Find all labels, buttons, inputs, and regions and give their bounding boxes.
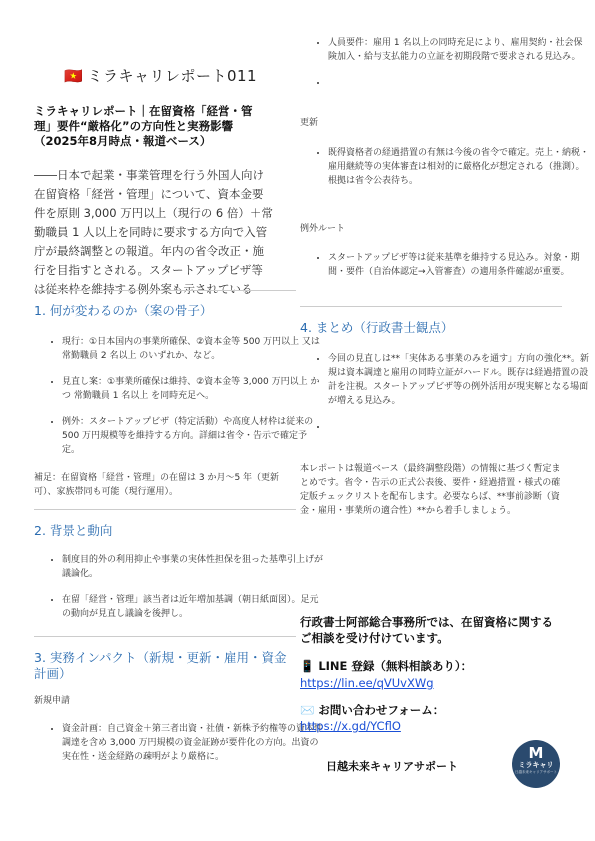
subheading-exception: 例外ルート [300,224,346,234]
subheading-renew: 更新 [300,118,319,128]
lead-line: 勤職員 1 人以上を同時に要求する方向で入管 [34,225,268,239]
list-item: • 在留「経営・管理」該当者は近年増加基調（朝日紙面図）。足元の動向が見直し議論を後押し。 [62,593,324,621]
list-item: • 資金計画：自己資金＋第三者出資・社債・新株予約権等の資本性調達を含め 3,000 万円規模の資金証跡が要件化の方向。出資の実在性・送金経路の疎明がより厳格に。 [62,722,324,764]
logo-text: ミラキャリ [518,761,554,769]
company-logo [512,740,560,788]
logo-mark-icon: M [528,744,544,762]
section-3-renew-list [300,146,590,200]
section-2-list [34,553,324,633]
title-line: （2025年8月時点・報道ベース） [34,134,212,148]
divider [34,509,296,510]
lead-line: 件を原則 3,000 万円以上（現行の 6 倍）＋常 [34,206,273,220]
section-3-new-list [34,722,324,776]
list-item: • 今回の見直しは**「実体ある事業のみを通す」方向の強化**。新規は資本調達と雇用の同時立証がハードル。既存は経過措置の設計を注視。スタートアップビザ等の例外活用が現実解となる場面が増える見込み。 [328,352,590,408]
list-item: • 見直し案：①事業所確保は維持、②資本金等 3,000 万円以上 かつ 常勤職員 1 名以上 を同時充足へ。 [62,375,324,403]
lead-line: ――日本で起業・事業管理を行う外国人向け [34,168,264,182]
list-item: • 例外：スタートアップビザ（特定活動）や高度人材枠は従来の 500 万円規模等を維持する方向。詳細は省令・告示で確定予定。 [62,415,324,457]
list-item: • 既得資格者の経過措置の有無は今後の省令で確定。売上・納税・雇用継続等の実体審査は相対的に厳格化が想定される（推測）。根拠は省令公表待ち。 [328,146,590,188]
brand-title-text: ミラキャリレポート011 [87,67,258,85]
form-link[interactable]: https://x.gd/YCflO [300,719,401,733]
company-name: 日越未来キャリアサポート [326,760,458,773]
divider [300,306,562,307]
divider [34,290,296,291]
section-3-new-list-continued [300,36,590,96]
list-item: • 制度目的外の利用抑止や事業の実体性担保を狙った基準引上げが議論化。 [62,553,324,581]
list-item: • スタートアップビザ等は従来基準を維持する見込み。対象・期間・要件（自治体認定→入管審査）の適用条件確認が重要。 [328,251,590,279]
lead-line: は従来枠を維持する例外案も示されている [34,282,253,296]
section-4-list [300,352,590,440]
divider [34,636,296,637]
title-line: ミラキャリレポート｜在留資格「経営・管 [34,104,253,118]
list-item: • 人員要件：雇用 1 名以上の同時充足により、雇用契約・社会保険加入・給与支払能力の立証を初期段階で要求される見込み。 [328,36,590,64]
subheading-new: 新規申請 [34,696,71,706]
section-2-heading: 2. 背景と動向 [34,523,113,538]
lead-line: 在留資格「経営・管理」について、資本金要 [34,187,264,201]
brand-title [64,66,257,86]
summary-paragraph: 本レポートは報道ベース（最終調整段階）の情報に基づく暫定まとめです。省令・告示の正式公表後、要件・経過措置・様式の確定版チェックリストを配布します。必要ならば、**事前診断（資金・雇用・事業所の適合性）**から着手しましょう。 [300,464,561,516]
line-label: 📱 LINE 登録（無料相談あり）： [300,659,473,673]
list-item-empty [328,76,590,86]
title-line: 理」要件“厳格化”の方向性と実務影響 [34,119,234,133]
section-4-heading: 4. まとめ（行政書士観点） [300,320,454,335]
lead-line: 行を目指すとされる。スタートアップビザ等 [34,263,263,277]
report-title [34,104,296,149]
line-link[interactable]: https://lin.ee/qVUvXWg [300,676,434,690]
vietnam-flag-icon: 🇻🇳 [64,67,83,85]
logo-subtext: 日越未来キャリアサポート [515,770,557,774]
section-1-note: 補足：在留資格「経営・管理」の在留は 3 か月〜5 年（更新可）、家族帯同も可能（現行運用）。 [34,473,280,497]
section-3-exception-list [300,251,590,291]
section-1-list [34,335,324,469]
section-1-heading: 1. 何が変わるのか（案の骨子） [34,303,213,318]
form-label: ✉️ お問い合わせフォーム： [300,703,445,717]
section-3-heading: 3. 実務インパクト（新規・更新・雇用・資金計画） [34,650,287,681]
contact-intro: 行政書士阿部総合事務所では、在留資格に関するご相談を受け付けています。 [300,615,553,645]
lead-line: 庁が最終調整との報道。年内の省令改正・施 [34,244,264,258]
lead-paragraph [34,166,296,299]
list-item-empty [328,420,590,430]
list-item: • 現行：①日本国内の事業所確保、②資本金等 500 万円以上 又は 常勤職員 2 名以上 のいずれか、など。 [62,335,324,363]
